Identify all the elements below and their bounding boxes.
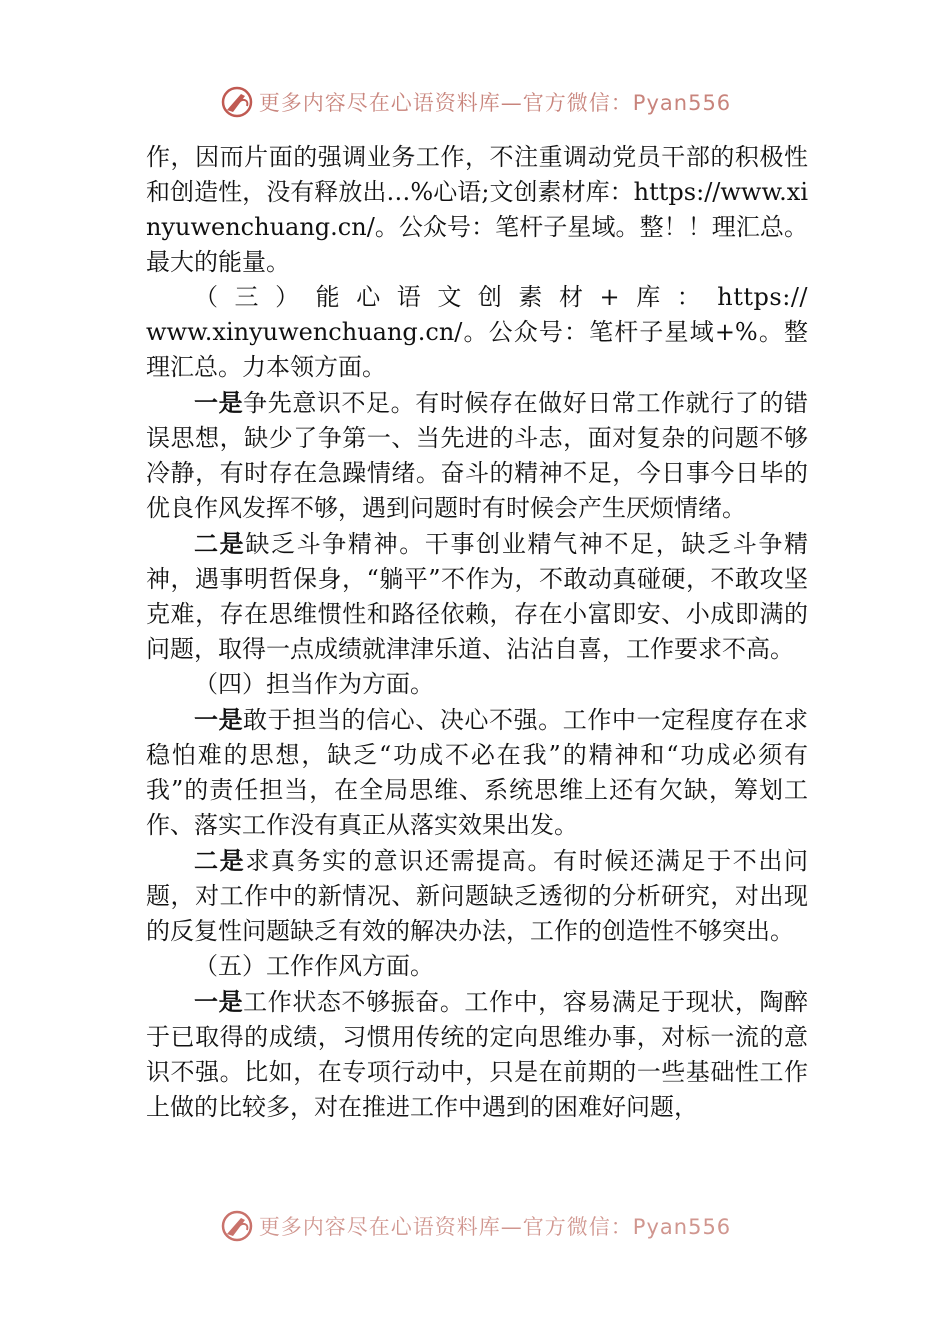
lead-label: 二是 bbox=[194, 846, 246, 875]
logo-icon bbox=[219, 1208, 255, 1244]
paragraph: 一是工作状态不够振奋。工作中，容易满足于现状，陶醉于已取得的成绩，习惯用传统的定向思维办事，对标一流的意识不强。比如，在专项行动中，只是在前期的一些基础性工作上做的比较多，对在推进工作中遇到的困难好问题， bbox=[146, 987, 809, 1121]
lead-label: 一是 bbox=[194, 987, 244, 1016]
section-heading-3-line1: （三）能心语文创素材+库：https:// bbox=[194, 283, 808, 311]
section-heading-3-line2: www.xinyuwenchuang.cn/。公众号：笔杆子星域+%。整理汇总。力本领方面。 bbox=[146, 318, 808, 381]
section-heading-4: （四）担当作为方面。 bbox=[194, 670, 434, 698]
lead-label: 二是 bbox=[194, 529, 246, 558]
footer-watermark-text: 更多内容尽在心语资料库—官方微信：Pyan556 bbox=[258, 1215, 732, 1239]
footer-watermark bbox=[0, 1206, 950, 1246]
document-body bbox=[146, 140, 808, 1125]
header-watermark-text: 更多内容尽在心语资料库—官方微信：Pyan556 bbox=[258, 91, 732, 115]
paragraph: 二是求真务实的意识还需提高。有时候还满足于不出问题，对工作中的新情况、新问题缺乏透彻的分析研究，对出现的反复性问题缺乏有效的解决办法，工作的创造性不够突出。 bbox=[146, 846, 809, 945]
paragraph: 一是争先意识不足。有时候存在做好日常工作就行了的错误思想，缺少了争第一、当先进的斗志，面对复杂的问题不够冷静，有时存在急躁情绪。奋斗的精神不足，今日事今日毕的优良作风发挥不够，遇到问题时有时候会产生厌烦情绪。 bbox=[146, 388, 809, 522]
section-heading-5: （五）工作作风方面。 bbox=[194, 952, 434, 980]
lead-label: 一是 bbox=[194, 388, 244, 417]
header-watermark bbox=[0, 82, 950, 122]
paragraph: 作，因而片面的强调业务工作，不注重调动党员干部的积极性和创造性，没有释放出…%心语;文创素材库：https://www.xinyuwenchuang.cn/。公众号：笔杆子星域。整！！理汇总。最大的能量。 bbox=[146, 143, 808, 276]
paragraph: 二是缺乏斗争精神。干事创业精气神不足，缺乏斗争精神，遇事明哲保身，“躺平”不作为，不敢动真碰硬，不敢攻坚克难，存在思维惯性和路径依赖，存在小富即安、小成即满的问题，取得一点成绩就津津乐道、沾沾自喜，工作要求不高。 bbox=[146, 529, 809, 663]
logo-icon bbox=[219, 84, 255, 120]
lead-label: 一是 bbox=[194, 705, 244, 734]
paragraph: 一是敢于担当的信心、决心不强。工作中一定程度存在求稳怕难的思想，缺乏“功成不必在我”的精神和“功成必须有我”的责任担当，在全局思维、系统思维上还有欠缺，筹划工作、落实工作没有真正从落实效果出发。 bbox=[146, 705, 809, 839]
